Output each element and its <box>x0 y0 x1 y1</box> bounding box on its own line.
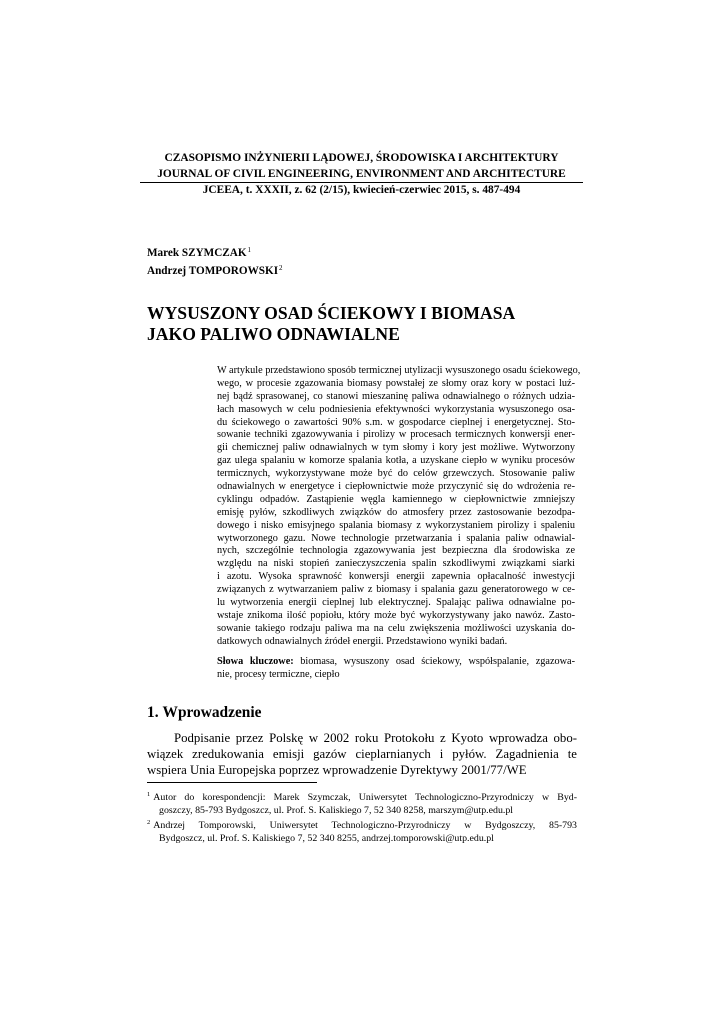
footnote-text: Autor do korespondencji: Marek Szymczak, Uniwersytet Technologiczno-Przyrodniczy w Byd- <box>153 792 577 803</box>
abstract-line: związanych z wytwarzaniem paliw z biomasy i spalania gazu generatorowego w ce- <box>217 584 575 596</box>
abstract-line: cyklingu odpadów. Zastąpienie węgla kamiennego w ciepłownictwie zmniejszy <box>217 493 575 505</box>
keywords-line: nie, procesy termiczne, ciepło <box>217 669 340 680</box>
abstract-line: W artykule przedstawiono sposób termicznej utylizacji wysuszonego osadu ściekowego, <box>217 365 581 376</box>
abstract-line: du ściekowego o zawartości 90% s.m. w gospodarce cieplnej i energetycznej. Sto- <box>217 416 575 428</box>
abstract-line: względu na niski stopień zanieczyszczenia spalin szkodliwymi związkami siarki <box>217 558 575 570</box>
author <box>147 261 283 279</box>
abstract-line: gaz ulega spalaniu w komorze spalania kotła, a uzyskane ciepło w wyniku procesów <box>217 455 575 467</box>
abstract-line: łach masowych w celu podniesienia efektywności wykorzystania wysuszonego osa- <box>217 403 575 415</box>
author-name: Andrzej TOMPOROWSKI <box>147 265 279 277</box>
abstract-line: nych, szczególnie technologia zgazowywania jest bezpieczna dla środowiska ze <box>217 545 575 557</box>
author <box>147 243 283 261</box>
footnote-line: goszczy, 85-793 Bydgoszcz, ul. Prof. S. Kaliskiego 7, 52 340 8258, marszym@utp.edu.pl <box>159 804 514 816</box>
abstract-line: sowanie techniki zgazowywania i pirolizy w procesach termicznych konwersji ener- <box>217 429 575 441</box>
footnote-line <box>147 817 577 833</box>
footnote-mark: 1 <box>147 791 151 798</box>
abstract-line: odnawialnych w energetyce i ciepłownictwie może przyczynić się do wdrożenia re- <box>217 481 575 493</box>
abstract-line: gii chemicznej paliw odnawialnych w tym słomy i kory jest możliwe. Wytworzony <box>217 442 575 454</box>
body-line: wiązek zredukowania emisji gazów cieplarnianych i pyłów. Zagadnienia te <box>147 747 577 761</box>
author-list <box>147 243 283 279</box>
abstract-line: lu wytworzenia energii cieplnej lub elektrycznej. Spalając paliwa odnawialne po- <box>217 597 575 609</box>
section-heading <box>147 704 261 722</box>
journal-header <box>140 151 583 199</box>
title-line: JAKO PALIWO ODNAWIALNE <box>147 323 400 344</box>
body-line: Podpisanie przez Polskę w 2002 roku Protokołu z Kyoto wprowadza obo- <box>174 731 577 745</box>
keywords <box>217 655 575 681</box>
paper-title <box>147 303 515 344</box>
body-line: wspiera Unia Europejska poprzez wprowadzenie Dyrektywy 2001/77/WE <box>147 763 527 777</box>
footnotes <box>147 789 577 845</box>
body-paragraph <box>147 730 577 778</box>
keywords-text: biomasa, wysuszony osad ściekowy, współspalanie, zgazowa- <box>300 656 575 667</box>
footnote-line: Bydgoszcz, ul. Prof. S. Kaliskiego 7, 52 340 8255, andrzej.tomporowski@utp.edu.pl <box>159 832 494 844</box>
section-number: 1. <box>147 704 159 721</box>
title-line: WYSUSZONY OSAD ŚCIEKOWY I BIOMASA <box>147 303 516 323</box>
abstract-line: sowanie takiego rodzaju paliwa ma na celu zwiększenia możliwości uzyskania do- <box>217 622 575 634</box>
keywords-label: Słowa kluczowe: <box>217 656 294 667</box>
author-footnote-mark: 1 <box>247 246 252 254</box>
author-footnote-mark: 2 <box>279 264 283 272</box>
footnote-mark: 2 <box>147 819 151 827</box>
keywords-line <box>217 655 575 668</box>
footnote-line <box>147 789 577 805</box>
abstract-line: wstaje znikoma ilość popiołu, który może być wykorzystywany jako nawóz. Zasto- <box>217 609 575 621</box>
abstract-line: wytworzonego gazu. Nowe technologie przetwarzania i spalania paliw odnawial- <box>217 532 575 544</box>
footnote-text: Andrzej Tomporowski, Uniwersytet Technologiczno-Przyrodniczy w Bydgoszczy, 85-793 <box>153 820 577 832</box>
abstract-line: termicznych, wykorzystywane może być do celów grzewczych. Stosowanie paliw <box>217 468 575 480</box>
author-name: Marek SZYMCZAK <box>147 247 247 259</box>
footnote-separator <box>147 782 317 783</box>
abstract-line: wego, w procesie zgazowania biomasy powstałej ze słomy oraz kory w postaci luź- <box>217 377 575 389</box>
abstract-line: datkowych odnawialnych źródeł energii. Przedstawiono wyniki badań. <box>217 635 508 647</box>
abstract-line: dowego i nisko emisyjnego spalania biomasy z wykorzystaniem pirolizy i spaleniu <box>217 519 575 531</box>
abstract-line: nej bądź sprasowanej, co stanowi mieszaninę paliwa odnawialnego o różnych udzia- <box>217 390 575 402</box>
journal-citation: JCEEA, t. XXXII, z. 62 (2/15), kwiecień-czerwiec 2015, s. 487-494 <box>202 184 521 196</box>
abstract <box>217 365 581 649</box>
abstract-line: emisję pyłów, szkodliwych związków do atmosfery przez zastosowanie bezodpa- <box>217 506 575 518</box>
journal-title-pl: CZASOPISMO INŻYNIERII LĄDOWEJ, ŚRODOWISKA I ARCHITEKTURY <box>164 152 559 164</box>
journal-title-en: JOURNAL OF CIVIL ENGINEERING, ENVIRONMENT AND ARCHITECTURE <box>140 167 583 184</box>
abstract-line: i azotu. Wysoka sprawność konwersji energii zapewnia opłacalność inwestycji <box>217 571 575 583</box>
section-title: Wprowadzenie <box>162 704 262 721</box>
